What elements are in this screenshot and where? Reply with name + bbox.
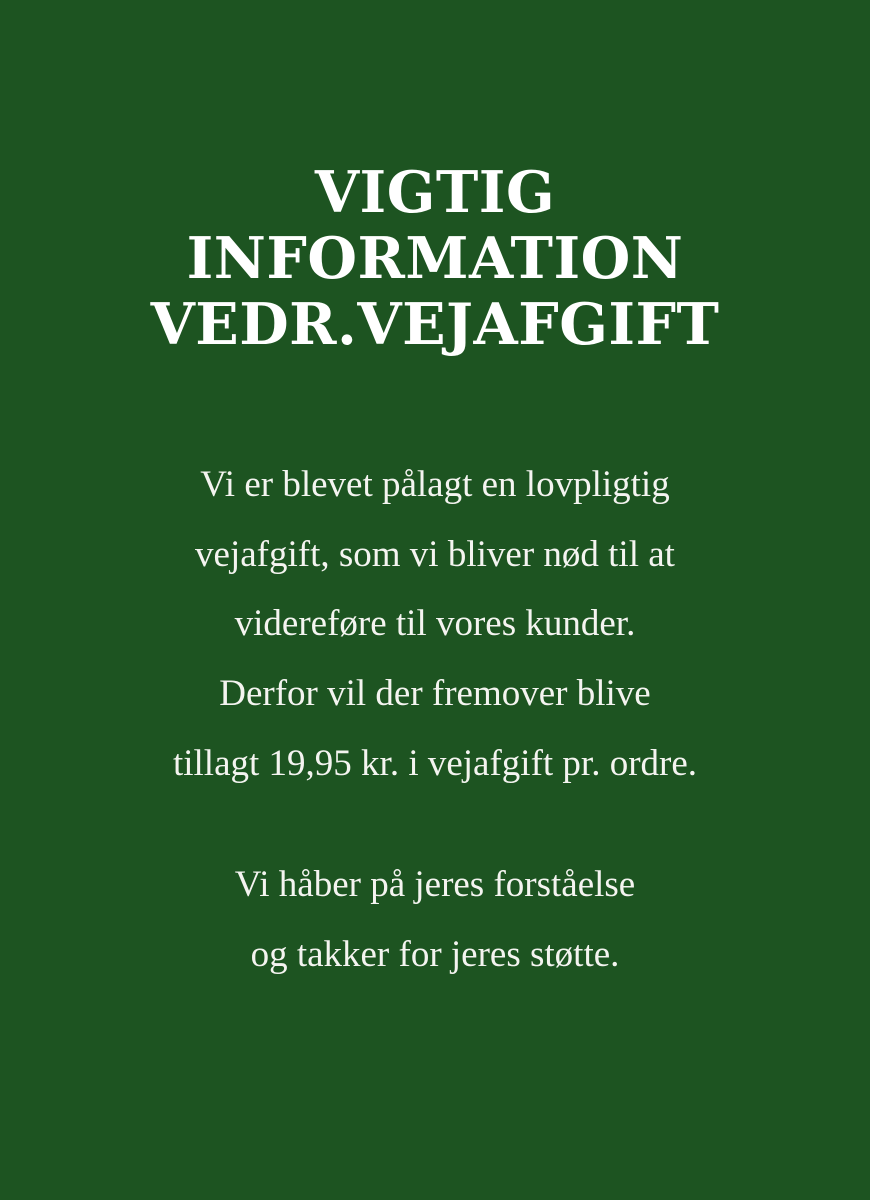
- notice-paragraph-one-line-2: vejafgift, som vi bliver nød til at: [195, 533, 675, 575]
- notice-paragraph-two-line-2: og takker for jeres støtte.: [250, 933, 620, 975]
- notice-paragraph-one-line-4: Derfor vil der fremover blive: [219, 672, 651, 714]
- notice-paragraph-two: [235, 798, 635, 989]
- page-title-line-2: INFORMATION: [186, 225, 684, 293]
- page-title: [151, 0, 720, 358]
- notice-paragraph-two-line-1: Vi håber på jeres forståelse: [234, 864, 636, 906]
- notice-paragraph-one: [173, 358, 697, 798]
- notice-paragraph-one-line-3: videreføre til vores kunder.: [234, 603, 636, 645]
- page-title-line-3: VEDR.VEJAFGIFT: [150, 291, 720, 359]
- notice-paragraph-one-line-1: Vi er blevet pålagt en lovpligtig: [200, 464, 670, 506]
- notice-paragraph-one-line-5: tillagt 19,95 kr. i vejafgift pr. ordre.: [172, 742, 698, 784]
- page-title-line-1: VIGTIG: [314, 159, 556, 226]
